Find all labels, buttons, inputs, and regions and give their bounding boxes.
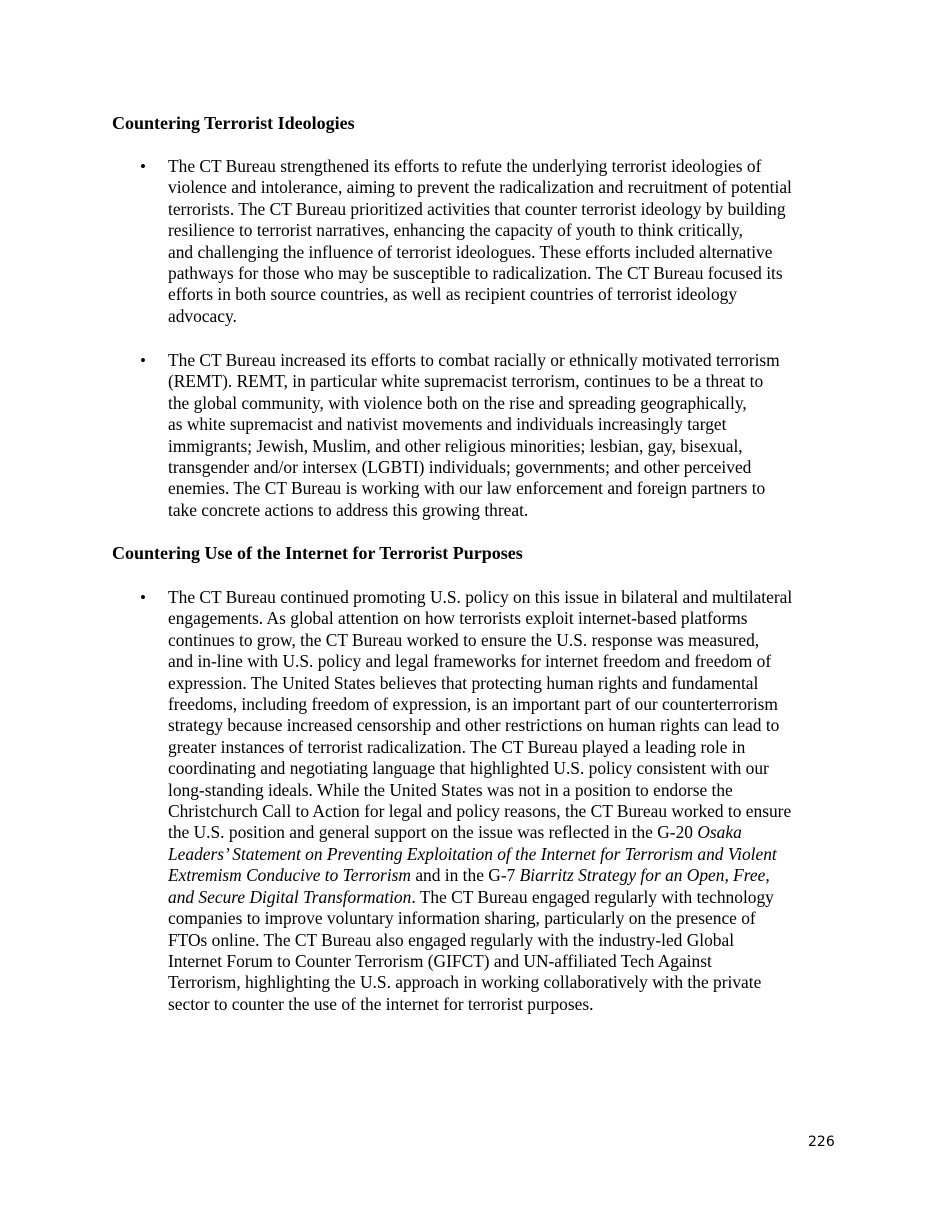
text-line xyxy=(168,758,840,779)
text-line xyxy=(168,371,840,392)
text-line xyxy=(168,822,840,843)
bullet-icon: • xyxy=(140,351,146,370)
bullet-paragraph xyxy=(168,350,840,521)
text-segment: Internet Forum to Counter Terrorism (GIFCT) and UN-affiliated Tech Against xyxy=(168,950,712,971)
bullet-paragraph xyxy=(168,587,840,1015)
text-line xyxy=(168,780,840,801)
text-segment: advocacy. xyxy=(168,305,237,326)
text-segment: engagements. As global attention on how terrorists exploit internet-based platforms xyxy=(168,608,748,629)
italic-title-text: and Secure Digital Transformation xyxy=(168,886,412,907)
text-segment: resilience to terrorist narratives, enhancing the capacity of youth to think critically, xyxy=(168,220,743,241)
text-line xyxy=(168,887,840,908)
italic-title-text: Osaka xyxy=(697,822,742,843)
text-line xyxy=(168,393,840,414)
text-line xyxy=(168,651,840,672)
text-segment: immigrants; Jewish, Muslim, and other religious minorities; lesbian, gay, bisexual, xyxy=(168,435,743,456)
text-line xyxy=(168,457,840,478)
text-segment: freedoms, including freedom of expression, is an important part of our counterterrorism xyxy=(168,694,778,715)
text-segment: the U.S. position and general support on the issue was reflected in the G-20 xyxy=(168,822,698,843)
text-segment: . The CT Bureau engaged regularly with technology xyxy=(411,886,774,907)
text-segment: enemies. The CT Bureau is working with our law enforcement and foreign partners to xyxy=(168,478,766,499)
text-line xyxy=(168,587,840,608)
text-line xyxy=(168,994,840,1015)
text-segment: and in the G-7 xyxy=(410,865,520,886)
italic-title-text: Biarritz Strategy for an Open, Free, xyxy=(519,865,770,886)
bullet-icon: • xyxy=(140,157,146,176)
text-segment: efforts in both source countries, as well as recipient countries of terrorist ideology xyxy=(168,284,738,305)
text-line xyxy=(168,177,840,198)
text-segment: pathways for those who may be susceptible to radicalization. The CT Bureau focused its xyxy=(168,263,783,284)
text-segment: violence and intolerance, aiming to prevent the radicalization and recruitment of potential xyxy=(168,177,792,198)
text-segment: expression. The United States believes that protecting human rights and fundamental xyxy=(168,672,759,693)
text-segment: long-standing ideals. While the United States was not in a position to endorse the xyxy=(168,779,733,800)
text-segment: and in-line with U.S. policy and legal frameworks for internet freedom and freedom of xyxy=(168,651,772,672)
italic-title-text: Leaders’ Statement on Preventing Exploitation of the Internet for Terrorism and Violent xyxy=(168,843,777,864)
text-line xyxy=(168,156,840,177)
text-line xyxy=(168,284,840,305)
bullet-paragraph xyxy=(168,156,840,327)
text-line xyxy=(168,737,840,758)
text-segment: FTOs online. The CT Bureau also engaged regularly with the industry-led Global xyxy=(168,929,735,950)
text-segment: (REMT). REMT, in particular white supremacist terrorism, continues to be a threat to xyxy=(168,371,764,392)
bullet-icon: • xyxy=(140,588,146,607)
text-line xyxy=(168,220,840,241)
text-line xyxy=(168,350,840,371)
text-segment: The CT Bureau continued promoting U.S. policy on this issue in bilateral and multilateral xyxy=(168,587,793,607)
text-segment: take concrete actions to address this growing threat. xyxy=(168,499,529,520)
text-line xyxy=(168,715,840,736)
text-segment: strategy because increased censorship and other restrictions on human rights can lead to xyxy=(168,715,780,736)
text-line xyxy=(168,844,840,865)
text-line xyxy=(168,673,840,694)
text-segment: as white supremacist and nativist movements and individuals increasingly target xyxy=(168,414,727,435)
text-segment: companies to improve voluntary information sharing, particularly on the presence of xyxy=(168,908,756,929)
text-line xyxy=(168,414,840,435)
text-segment: and challenging the influence of terrorist ideologues. These efforts included alternative xyxy=(168,241,773,262)
text-line xyxy=(168,500,840,521)
section-heading-countering-ideologies: Countering Terrorist Ideologies xyxy=(112,113,355,133)
text-line xyxy=(168,199,840,220)
text-line xyxy=(168,972,840,993)
text-line xyxy=(168,306,840,327)
text-segment: The CT Bureau increased its efforts to combat racially or ethnically motivated terrorism xyxy=(168,350,780,370)
text-line xyxy=(168,865,840,886)
section-heading-internet-use: Countering Use of the Internet for Terrorist Purposes xyxy=(112,543,523,563)
text-line xyxy=(168,951,840,972)
text-segment: Christchurch Call to Action for legal and policy reasons, the CT Bureau worked to ensure xyxy=(168,801,792,822)
text-line xyxy=(168,263,840,284)
text-line xyxy=(168,930,840,951)
text-line xyxy=(168,694,840,715)
text-line xyxy=(168,478,840,499)
text-segment: The CT Bureau strengthened its efforts to refute the underlying terrorist ideologies of xyxy=(168,156,762,176)
text-line xyxy=(168,801,840,822)
text-segment: transgender and/or intersex (LGBTI) individuals; governments; and other perceived xyxy=(168,457,752,478)
text-segment: sector to counter the use of the internet for terrorist purposes. xyxy=(168,993,594,1014)
text-segment: Terrorism, highlighting the U.S. approach in working collaboratively with the private xyxy=(168,972,762,993)
text-segment: the global community, with violence both on the rise and spreading geographically, xyxy=(168,392,747,413)
text-line xyxy=(168,242,840,263)
text-segment: greater instances of terrorist radicalization. The CT Bureau played a leading role in xyxy=(168,736,746,757)
text-line xyxy=(168,608,840,629)
text-segment: terrorists. The CT Bureau prioritized activities that counter terrorist ideology by building xyxy=(168,198,786,219)
text-segment: continues to grow, the CT Bureau worked to ensure the U.S. response was measured, xyxy=(168,629,760,650)
text-line xyxy=(168,908,840,929)
text-segment: coordinating and negotiating language that highlighted U.S. policy consistent with our xyxy=(168,758,769,779)
text-line xyxy=(168,436,840,457)
italic-title-text: Extremism Conducive to Terrorism xyxy=(168,865,411,886)
page-number: 226 xyxy=(808,1134,835,1150)
text-line xyxy=(168,630,840,651)
